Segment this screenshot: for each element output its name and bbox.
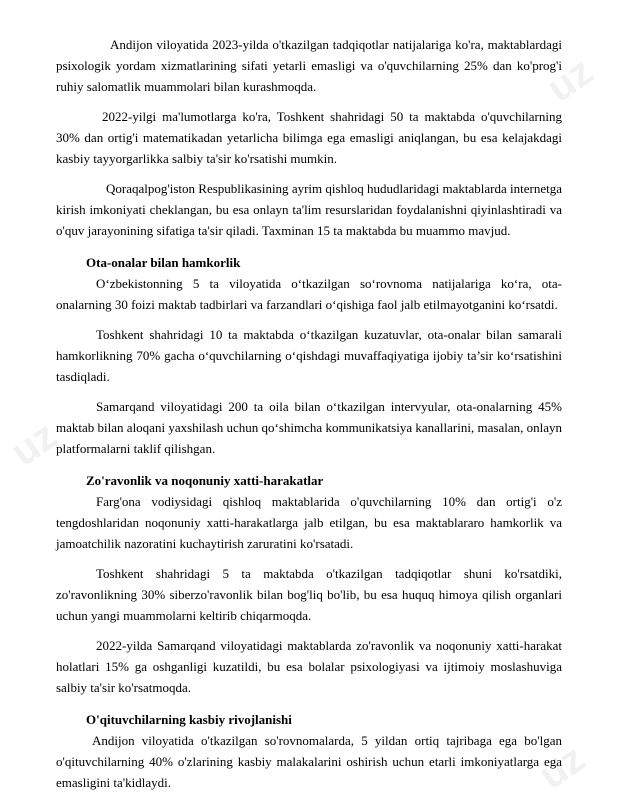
document-page: [56, 34, 562, 802]
watermark-text: uz: [3, 413, 65, 475]
paragraph: 2022-yilda Samarqand viloyatidagi maktablarda zo'ravonlik va noqonuniy xatti-harakat holatlari 15% ga oshganligi kuzatildi, bu esa bolalar psixologiyasi va ijtimoiy moslashuviga salbiy ta'sir ko'rsatmoqda.: [56, 638, 562, 695]
section-heading-violence: Zo'ravonlik va noqonuniy xatti-harakatlar: [86, 473, 324, 488]
paragraph: Andijon viloyatida 2023-yilda o'tkazilgan tadqiqotlar natijalariga ko'ra, maktablardagi psixologik yordam xizmatlarining sifati yetarli emasligi va o'quvchilarning 25% dan ko'prog'i ruhiy salomatlik muammolari bilan kurashmoqda.: [56, 37, 562, 94]
paragraph: Andijon viloyatida o'tkazilgan so'rovnomalarda, 5 yildan ortiq tajribaga ega bo'lgan o'qituvchilarning 40% o'zlarining kasbiy malakalarini oshirish uchun etarli imkoniyatlarga ega emasligini ta'kidlaydi.: [56, 733, 562, 790]
watermark-text: uz: [531, 736, 593, 798]
paragraph: 2022-yilgi ma'lumotlarga ko'ra, Toshkent shahridagi 50 ta maktabda o'quvchilarning 30% dan ortig'i matematikadan yetarlicha bilimga ega emasligi aniqlangan, bu esa kelajakdagi kasbiy tayyorgarlikka salbiy ta'sir ko'rsatishi mumkin.: [56, 109, 562, 166]
paragraph: Qoraqalpog'iston Respublikasining ayrim qishloq hududlaridagi maktablarda internetga kirish imkoniyati cheklangan, bu esa onlayn ta'lim resurslaridan foydalanishni qiyinlashtiradi va o'quv jarayonining sifatiga ta'sir qiladi. Taxminan 15 ta maktabda bu muammo mavjud.: [56, 181, 562, 238]
paragraph: Toshkent shahridagi 5 ta maktabda o'tkazilgan tadqiqotlar shuni ko'rsatdiki, zo'ravonlikning 30% siberzo'ravonlik bilan bog'liq bo'lib, bu esa huquq himoya qilish organlari uchun yangi muammolarni keltirib chiqarmoqda.: [56, 566, 562, 623]
watermark-text: uz: [539, 49, 601, 111]
paragraph: Samarqand viloyatidagi 200 ta oila bilan o‘tkazilgan intervyular, ota-onalarning 45% maktab bilan aloqani yaxshilash uchun qo‘shimcha kommunikatsiya kanallarini, masalan, onlayn platformalarni taklif qilishgan.: [56, 399, 562, 456]
paragraph: Farg'ona vodiysidagi qishloq maktablarida o'quvchilarning 10% dan ortig'i o'z tengdoshlaridan noqonuniy xatti-harakatlarga jalb etilgan, bu esa maktablararo hamkorlik va jamoatchilik nazoratini kuchaytirish zaruratini ko'rsatadi.: [56, 494, 562, 551]
section-heading-parent-cooperation: Ota-onalar bilan hamkorlik: [86, 255, 241, 270]
paragraph: Toshkent shahridagi 10 ta maktabda o‘tkazilgan kuzatuvlar, ota-onalar bilan samarali hamkorlikning 70% gacha o‘quvchilarning o‘qishdagi muvaffaqiyatiga ijobiy ta’sir ko‘rsatishini tasdiqladi.: [56, 327, 562, 384]
paragraph: O‘zbekistonning 5 ta viloyatida o‘tkazilgan so‘rovnoma natijalariga ko‘ra, ota-onalarning 30 foizi maktab tadbirlari va farzandlari o‘qishiga faol jalb etilmayotganini ko‘rsatdi.: [56, 276, 562, 312]
section-heading-teacher-development: O'qituvchilarning kasbiy rivojlanishi: [86, 712, 292, 727]
